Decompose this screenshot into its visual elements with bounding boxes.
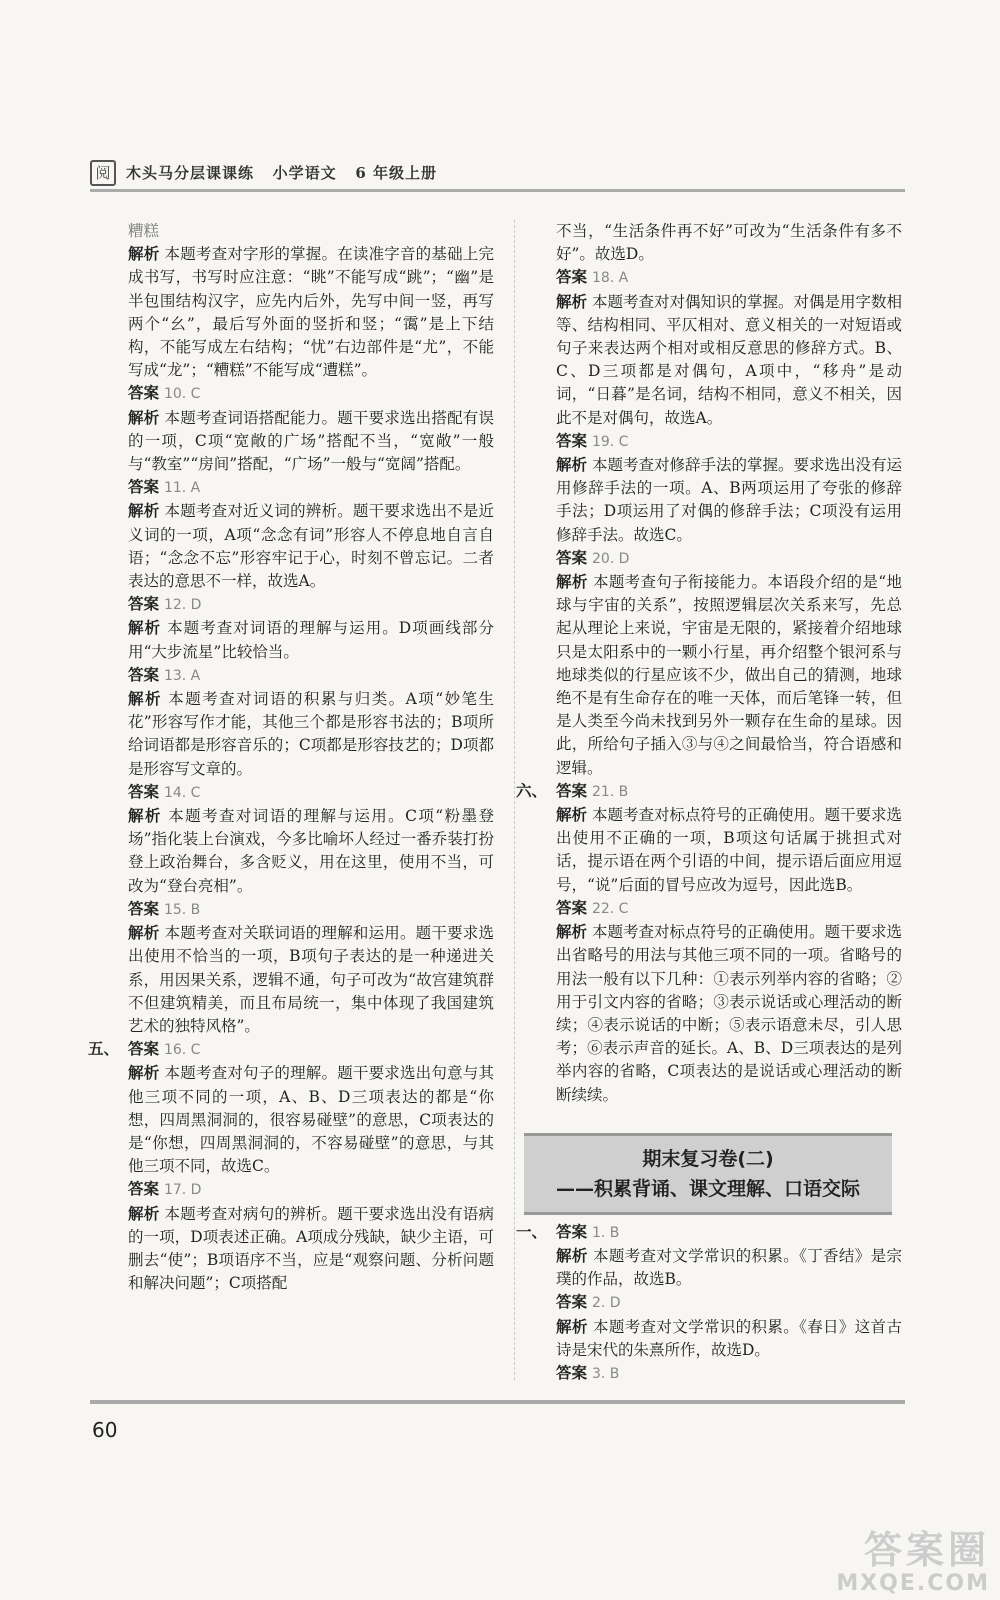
answer-line: [128, 476, 494, 500]
section-banner: [524, 1133, 892, 1215]
answer-line: [556, 897, 902, 921]
analysis-text: 本题考查对词语的积累与归类。A项“妙笔生花”形容写作才能，其他三个都是形容书法的；B项所给词语都是形容音乐的；C项都是形容技艺的；D项都是形容写文章的。: [128, 690, 494, 778]
banner-subtitle: ——积累背诵、课文理解、口语交际: [555, 1177, 860, 1200]
analysis-paragraph: [556, 291, 902, 430]
analysis-paragraph: [556, 454, 902, 547]
answer-line: [516, 1221, 902, 1245]
answer-value: 2. D: [591, 1295, 621, 1312]
watermark-url: MXQE.COM: [836, 1571, 990, 1596]
page-header: [90, 152, 905, 192]
answer-value: 13. A: [163, 667, 201, 684]
answer-label: 答案: [128, 782, 160, 801]
continued-word: 糟糕: [128, 222, 160, 240]
analysis-label: 解析: [128, 1064, 160, 1083]
answer-label: 答案: [128, 478, 160, 497]
answer-value: 11. A: [163, 480, 201, 497]
header-title: 木头马分层课课练 小学语文 6 年级上册: [126, 164, 437, 182]
answer-line: [128, 898, 494, 922]
answer-value: 19. C: [591, 433, 629, 450]
answer-line: [128, 781, 494, 805]
section-number: 一、: [516, 1222, 548, 1241]
answer-label: 答案: [556, 1222, 588, 1241]
analysis-paragraph: [556, 1316, 902, 1362]
answer-line: [556, 547, 902, 571]
text-paragraph: [556, 220, 902, 266]
page-number: 60: [92, 1418, 118, 1442]
analysis-text: 本题考查对标点符号的正确使用。题干要求选出省略号的用法与其他三项不同的一项。省略号的用法一般有以下几种：①表示列举内容的省略；②用于引文内容的省略；③表示说话或心理活动的断续；④表示说话的中断；⑤表示语意未尽，引人思考；⑥表示声音的延长。A、B、D三项表达的是列举内容的省略，C项表达的是说话或心理活动的断断续续。: [556, 923, 902, 1104]
answer-line: [556, 1291, 902, 1315]
analysis-text: 本题考查对对偶知识的掌握。对偶是用字数相等、结构相同、平仄相对、意义相关的一对短语或句子来表达两个相对或相反意思的修辞方式。B、C、D三项都是对偶句，A项中，“移舟”是动词，“日暮”是名词，结构不相同，意义不相关，因此不是对偶句，故选A。: [556, 292, 902, 427]
answer-value: 22. C: [591, 900, 629, 917]
analysis-text: 本题考查句子衔接能力。本语段介绍的是“地球与宇宙的关系”，按照逻辑层次关系来写，先总起从理论上来说，宇宙是无限的，紧接着介绍地球只是太阳系中的一颗小行星，再介绍整个银河系与地球类似的行星应该不少，做出自己的猜测，地球绝不是有生命存在的唯一天体，而后笔锋一转，但是人类至今尚未找到另外一颗存在生命的星球。因此，所给句子插入③与④之间最恰当，符合语感和逻辑。: [556, 573, 902, 777]
answer-label: 答案: [556, 268, 588, 287]
book-logo-icon: 阅: [90, 160, 116, 186]
answer-value: 17. D: [163, 1182, 202, 1199]
analysis-paragraph: [556, 1245, 902, 1291]
analysis-text: 本题考查词语搭配能力。题干要求选出搭配有误的一项，C项“宽敞的广场”搭配不当，“宽敞”一般与“教室”“房间”搭配，“广场”一般与“宽阔”搭配。: [128, 408, 494, 474]
analysis-label: 解析: [128, 1204, 160, 1223]
answer-label: 答案: [556, 898, 588, 917]
answer-value: 18. A: [591, 270, 629, 287]
analysis-text: 本题考查对词语的理解与运用。C项“粉墨登场”指化装上台演戏，今多比喻坏人经过一番乔装打扮登上政治舞台，多含贬义，用在这里，使用不当，可改为“登台亮相”。: [128, 807, 494, 895]
analysis-text: 本题考查对字形的掌握。在读准字音的基础上完成书写，书写时应注意：“眺”不能写成“跳”；“幽”是半包围结构汉字，应先内后外，先写中间一竖，再写两个“幺”，最后写外面的竖折和竖；“霭”是上下结构，不能写成左右结构；“忧”右边部件是“尤”，不能写成“龙”；“糟糕”不能写成“遭糕”。: [128, 245, 494, 380]
analysis-text: 本题考查对词语的理解与运用。D项画线部分用“大步流星”比较恰当。: [128, 619, 494, 661]
banner-title: 期末复习卷(二): [642, 1147, 774, 1170]
analysis-paragraph: [556, 571, 902, 780]
answer-line: [128, 664, 494, 688]
analysis-label: 解析: [556, 1317, 588, 1336]
analysis-paragraph: [556, 804, 902, 897]
answer-line: [556, 266, 902, 290]
analysis-paragraph: [556, 921, 902, 1107]
analysis-label: 解析: [128, 245, 160, 264]
answer-label: 答案: [556, 548, 588, 567]
column-divider: [514, 220, 515, 1380]
analysis-label: 解析: [556, 573, 588, 592]
header-rule: [90, 189, 905, 192]
section-number: 五、: [88, 1040, 120, 1059]
analysis-text: 本题考查对标点符号的正确使用。题干要求选出使用不正确的一项，B项这句话属于挑担式对话，提示语在两个引语的中间，提示语后面应用逗号，“说”后面的冒号应改为逗号，因此选B。: [556, 806, 902, 894]
analysis-text: 本题考查对文学常识的积累。《丁香结》是宗璞的作品，故选B。: [556, 1246, 902, 1289]
answer-label: 答案: [128, 1040, 160, 1059]
answer-line: [128, 1178, 494, 1202]
text-paragraph: [128, 220, 494, 243]
analysis-label: 解析: [128, 619, 162, 638]
answer-label: 答案: [556, 1363, 588, 1382]
answer-label: 答案: [128, 384, 160, 403]
analysis-paragraph: [128, 922, 494, 1038]
analysis-label: 解析: [556, 1246, 588, 1265]
answer-value: 12. D: [163, 597, 202, 614]
analysis-label: 解析: [556, 923, 588, 942]
answer-line: [88, 1038, 494, 1062]
answer-label: 答案: [128, 1180, 160, 1199]
answer-label: 答案: [128, 899, 160, 918]
section-number: 六、: [516, 781, 548, 800]
answer-label: 答案: [556, 431, 588, 450]
answer-value: 1. B: [591, 1224, 620, 1241]
answer-value: 3. B: [591, 1365, 620, 1382]
answer-line: [556, 430, 902, 454]
analysis-paragraph: [128, 805, 494, 898]
analysis-paragraph: [128, 407, 494, 477]
analysis-label: 解析: [128, 502, 160, 521]
analysis-text: 本题考查对关联词语的理解和运用。题干要求选出使用不恰当的一项，B项句子表达的是一种递进关系，用因果关系，逻辑不通，句子可改为“故宫建筑群不但建筑精美，而且布局统一，集中体现了我国建筑艺术的独特风格”。: [128, 924, 494, 1035]
answer-value: 20. D: [591, 550, 630, 567]
answer-line: [516, 780, 902, 804]
answer-line: [556, 1362, 902, 1386]
analysis-text: 本题考查对修辞手法的掌握。要求选出没有运用修辞手法的一项。A、B两项运用了夸张的修辞手法；D项运用了对偶的修辞手法；C项没有运用修辞手法。故选C。: [556, 456, 902, 544]
analysis-label: 解析: [128, 690, 162, 709]
answer-value: 16. C: [163, 1042, 201, 1059]
answer-label: 答案: [128, 595, 160, 614]
analysis-label: 解析: [128, 408, 160, 427]
analysis-paragraph: [128, 500, 494, 593]
analysis-label: 解析: [128, 924, 160, 943]
analysis-label: 解析: [556, 456, 588, 475]
analysis-label: 解析: [128, 807, 162, 826]
analysis-label: 解析: [556, 292, 588, 311]
analysis-text: 本题考查对句子的理解。题干要求选出句意与其他三项不同的一项，A、B、D三项表达的都是“你想，四周黑洞洞的，很容易碰壁”的意思，C项表达的是“你想，四周黑洞洞的，不容易碰壁”的意思，与其他三项不同，故选C。: [128, 1064, 494, 1176]
answer-label: 答案: [556, 781, 588, 800]
analysis-text: 本题考查对病句的辨析。题干要求选出没有语病的一项，D项表述正确。A项成分残缺，缺少主语，可删去“使”；B项语序不当，应是“观察问题、分析问题和解决问题”；C项搭配: [128, 1204, 494, 1293]
analysis-label: 解析: [556, 806, 588, 825]
left-column: [88, 220, 494, 1295]
answer-line: [128, 593, 494, 617]
answer-label: 答案: [556, 1293, 588, 1312]
watermark: [836, 1529, 990, 1596]
right-column: [516, 220, 902, 1386]
answer-label: 答案: [128, 665, 160, 684]
answer-value: 10. C: [163, 386, 201, 403]
analysis-paragraph: [128, 688, 494, 781]
analysis-paragraph: [128, 1203, 494, 1296]
paragraph-text: 不当，“生活条件再不好”可改为“生活条件有多不好”。故选D。: [556, 222, 902, 264]
watermark-logo: 答案圈: [863, 1528, 990, 1572]
answer-value: 15. B: [163, 901, 201, 918]
analysis-paragraph: [128, 617, 494, 663]
answer-value: 21. B: [591, 783, 629, 800]
answer-value: 14. C: [163, 784, 201, 801]
analysis-paragraph: [128, 243, 494, 382]
analysis-text: 本题考查对近义词的辨析。题干要求选出不是近义词的一项，A项“念念有词”形容人不停息地自言自语；“念念不忘”形容牢记于心，时刻不曾忘记。二者表达的意思不一样，故选A。: [128, 502, 494, 591]
analysis-paragraph: [128, 1062, 494, 1178]
footer-rule: [90, 1400, 905, 1404]
answer-line: [128, 382, 494, 406]
analysis-text: 本题考查对文学常识的积累。《春日》这首古诗是宋代的朱熹所作，故选D。: [556, 1317, 902, 1359]
